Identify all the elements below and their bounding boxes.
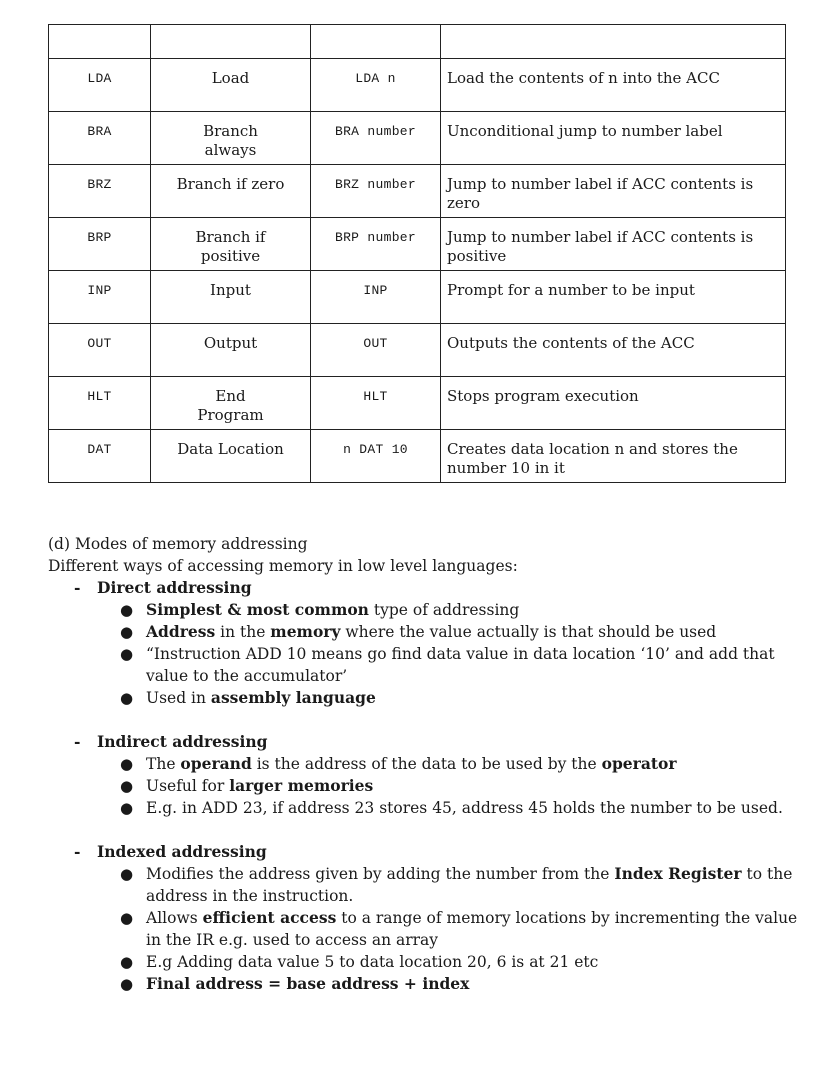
- section-intro: Different ways of accessing memory in low level languages:: [48, 557, 518, 575]
- list-item: [120, 621, 808, 643]
- description-cell: Load: [211, 69, 250, 87]
- bold-text: operator: [601, 754, 677, 773]
- mnemonic-cell: BRZ: [87, 177, 112, 192]
- description-cell: Branch always: [203, 122, 258, 159]
- bold-text: operand: [180, 754, 252, 773]
- explanation-cell: Jump to number label if ACC contents is positive: [447, 228, 754, 265]
- header-cell: [311, 25, 441, 59]
- table-row: [49, 165, 786, 218]
- mnemonic-cell: HLT: [87, 389, 112, 404]
- syntax-cell: OUT: [363, 336, 388, 351]
- bullet-icon: ●: [120, 755, 134, 773]
- mode-title: Direct addressing: [97, 578, 252, 597]
- list-item: [120, 863, 808, 907]
- list-item: [120, 797, 808, 819]
- bold-text: larger memories: [229, 776, 374, 795]
- bullet-icon: ●: [120, 975, 134, 993]
- bold-text: Address: [146, 622, 216, 641]
- bullet-list: [48, 753, 808, 819]
- table-row: [49, 430, 786, 483]
- syntax-cell: HLT: [363, 389, 388, 404]
- bullet-list: [48, 599, 808, 709]
- dash-marker: -: [74, 732, 81, 751]
- text: where the value actually is that should be used: [340, 623, 717, 641]
- mnemonic-cell: OUT: [87, 336, 112, 351]
- explanation-cell: Outputs the contents of the ACC: [447, 334, 695, 352]
- table-header-row: [49, 25, 786, 59]
- table-row: [49, 59, 786, 112]
- explanation-cell: Prompt for a number to be input: [447, 281, 695, 299]
- explanation-cell: Unconditional jump to number label: [447, 122, 723, 140]
- syntax-cell: BRA number: [334, 124, 416, 139]
- mnemonic-cell: DAT: [87, 442, 112, 457]
- text: to a range of memory locations by incrementing the value in the IR e.g. used to access an array: [146, 909, 798, 949]
- explanation-cell: Load the contents of n into the ACC: [447, 69, 720, 87]
- bullet-icon: ●: [120, 601, 134, 619]
- explanation-cell: Creates data location n and stores the number 10 in it: [447, 440, 738, 477]
- table-row: [49, 271, 786, 324]
- bold-text: Simplest & most common: [146, 600, 369, 619]
- list-item: [120, 951, 808, 973]
- table-row: [49, 218, 786, 271]
- table-row: [49, 324, 786, 377]
- mode-indexed: [48, 841, 808, 995]
- header-cell: [49, 25, 151, 59]
- text: is the address of the data to be used by the: [251, 755, 602, 773]
- mnemonic-cell: BRP: [87, 230, 112, 245]
- bullet-icon: ●: [120, 799, 134, 817]
- description-cell: End Program: [197, 387, 264, 424]
- bold-text: Index Register: [614, 864, 742, 883]
- bullet-icon: ●: [120, 777, 134, 795]
- mode-title: Indexed addressing: [97, 842, 267, 861]
- bullet-icon: ●: [120, 865, 134, 883]
- text: E.g. in ADD 23, if address 23 stores 45, address 45 holds the number to be used.: [146, 799, 783, 817]
- dash-marker: -: [74, 578, 81, 597]
- bullet-icon: ●: [120, 645, 134, 663]
- bullet-icon: ●: [120, 689, 134, 707]
- description-cell: Input: [210, 281, 251, 299]
- text: Used in: [146, 689, 211, 707]
- mode-heading: [48, 841, 808, 863]
- header-cell: [441, 25, 786, 59]
- text: in the: [215, 623, 271, 641]
- table-row: [49, 112, 786, 165]
- bullet-icon: ●: [120, 953, 134, 971]
- bold-text: assembly language: [210, 688, 376, 707]
- text: Modifies the address given by adding the number from the: [146, 865, 615, 883]
- text: “Instruction ADD 10 means go find data value in data location ‘10’ and add that value to the accumulator’: [146, 645, 775, 685]
- description-cell: Data Location: [177, 440, 284, 458]
- text: Useful for: [146, 777, 230, 795]
- list-item: [120, 599, 808, 621]
- text: E.g Adding data value 5 to data location 20, 6 is at 21 etc: [146, 953, 599, 971]
- header-cell: [151, 25, 311, 59]
- bold-text: Final address = base address + index: [146, 974, 470, 993]
- text: Allows: [146, 909, 203, 927]
- syntax-cell: BRZ number: [334, 177, 416, 192]
- addressing-notes: [48, 533, 808, 995]
- mode-direct: [48, 577, 808, 709]
- text: to the address in the instruction.: [146, 865, 793, 905]
- mnemonic-cell: INP: [87, 283, 112, 298]
- mode-heading: [48, 731, 808, 753]
- list-item: [120, 973, 808, 995]
- mode-indirect: [48, 731, 808, 819]
- syntax-cell: BRP number: [334, 230, 416, 245]
- bullet-icon: ●: [120, 909, 134, 927]
- list-item: [120, 687, 808, 709]
- mode-heading: [48, 577, 808, 599]
- list-item: [120, 775, 808, 797]
- table-row: [49, 377, 786, 430]
- text: The: [146, 755, 181, 773]
- bold-text: efficient access: [202, 908, 337, 927]
- syntax-cell: n DAT 10: [343, 442, 408, 457]
- list-item: [120, 907, 808, 951]
- explanation-cell: Jump to number label if ACC contents is zero: [447, 175, 754, 212]
- bullet-list: [48, 863, 808, 995]
- dash-marker: -: [74, 842, 81, 861]
- mode-title: Indirect addressing: [97, 732, 268, 751]
- description-cell: Output: [203, 334, 258, 352]
- mnemonic-cell: BRA: [87, 124, 112, 139]
- text: type of addressing: [368, 601, 520, 619]
- bold-text: memory: [270, 622, 341, 641]
- bullet-icon: ●: [120, 623, 134, 641]
- list-item: [120, 753, 808, 775]
- mnemonic-cell: LDA: [87, 71, 112, 86]
- syntax-cell: INP: [363, 283, 388, 298]
- description-cell: Branch if positive: [195, 228, 266, 265]
- syntax-cell: LDA n: [355, 71, 396, 86]
- description-cell: Branch if zero: [176, 175, 285, 193]
- explanation-cell: Stops program execution: [447, 387, 639, 405]
- section-heading: (d) Modes of memory addressing: [48, 535, 308, 553]
- list-item: [120, 643, 808, 687]
- lmc-instruction-table: [48, 24, 786, 483]
